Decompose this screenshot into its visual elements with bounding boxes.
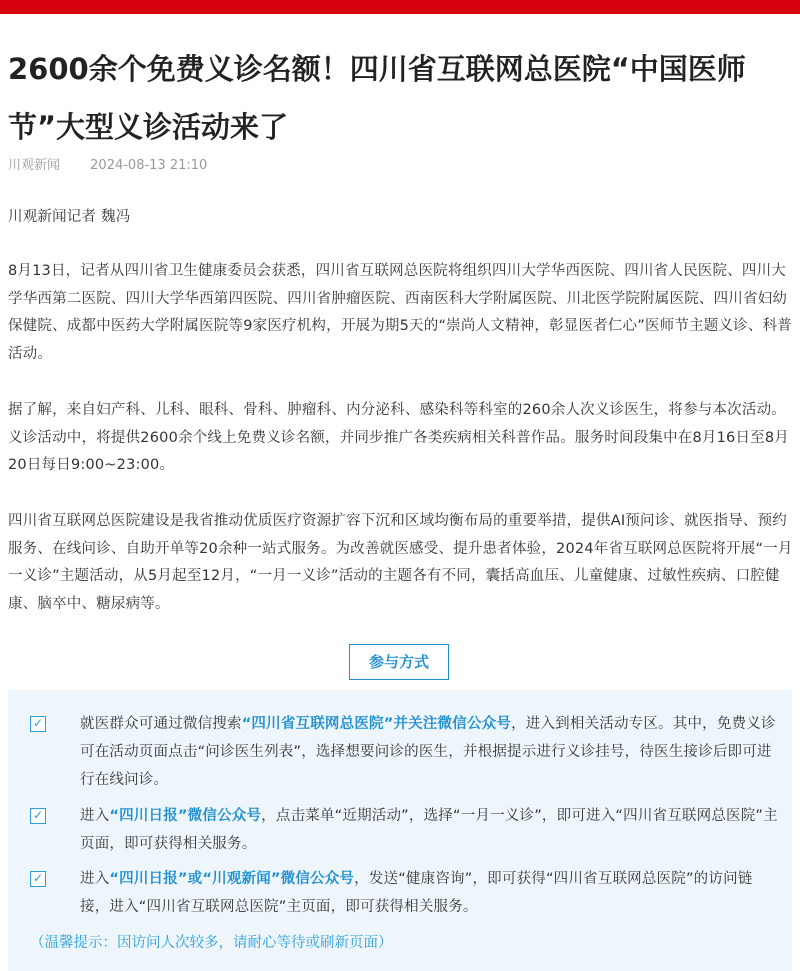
tip-text: （温馨提示：因访问人次较多，请耐心等待或刷新页面） <box>30 935 393 951</box>
article-paragraph: 四川省互联网总医院建设是我省推动优质医疗资源扩容下沉和区域均衡布局的重要举措，提供AI预问诊、就医指导、预约服务、在线问诊、自助开单等20余种一站式服务。为改善就医感受、提升患者体验，2024年省互联网总医院将开展“一月一义诊”主题活动，从5月起至12月，“一月一义诊”活动的主题各有不同，囊括高血压、儿童健康、过敏性疾病、口腔健康、脑卒中、糖尿病等。 <box>8 513 793 612</box>
article-paragraph: 据了解，来自妇产科、儿科、眼科、骨科、肿瘤科、内分泌科、感染科等科室的260余人次义诊医生，将参与本次活动。义诊活动中，将提供2600余个线上免费义诊名额，并同步推广各类疾病相关科普作品。服务时间段集中在8月16日至8月20日每日9:00~23:00。 <box>8 402 789 473</box>
checkbox-icon: ✓ <box>30 871 46 887</box>
item-text-after: ，进入到相关活动专区。其中，免费义诊可在活动页面点击“问诊医生列表”，选择想要问诊的医生，并根据提示进行义诊挂号，待医生接诊后即可进行在线问诊。 <box>80 716 776 788</box>
article-title: 2600余个免费义诊名额！四川省互联网总医院“中国医师节”大型义诊活动来了 <box>8 52 746 144</box>
article-paragraph: 8月13日，记者从四川省卫生健康委员会获悉，四川省互联网总医院将组织四川大学华西医院、四川省人民医院、四川大学华西第二医院、四川大学华西第四医院、四川省肿瘤医院、西南医科大学附属医院、川北医学院附属医院、四川省妇幼保健院、成都中医药大学附属医院等9家医疗机构，开展为期5天的“崇尚人文精神，彰显医者仁心”医师节主题义诊、科普活动。 <box>8 263 792 362</box>
item-text-highlight: “四川日报”微信公众号 <box>109 808 262 824</box>
article-datetime: 2024-08-13 21:10 <box>90 158 208 173</box>
article-byline: 川观新闻记者 魏冯 <box>8 209 131 225</box>
item-text-highlight: “四川省互联网总医院”并关注微信公众号 <box>241 716 512 732</box>
checkbox-icon: ✓ <box>30 808 46 824</box>
participation-item-text <box>80 710 780 794</box>
item-text-after: ，点击菜单“近期活动”，选择“一月一义诊”，即可进入“四川省互联网总医院”主页面，即可获得相关服务。 <box>80 808 778 852</box>
article-source[interactable]: 川观新闻 <box>8 158 61 173</box>
item-text-highlight: “四川日报”或“川观新闻”微信公众号 <box>109 871 355 887</box>
item-text-before: 进入 <box>80 871 110 887</box>
participation-section-title: 参与方式 <box>349 644 449 680</box>
participation-item-text <box>80 802 780 858</box>
participation-info-box <box>8 690 792 971</box>
item-text-before: 进入 <box>80 808 110 824</box>
top-accent-bar <box>0 0 800 14</box>
checkbox-icon: ✓ <box>30 716 46 732</box>
item-text-before: 就医群众可通过微信搜索 <box>80 716 242 732</box>
participation-item-text <box>80 865 780 921</box>
item-text-after: ，发送“健康咨询”，即可获得“四川省互联网总医院”的访问链接，进入“四川省互联网总医院”主页面，即可获得相关服务。 <box>80 871 753 915</box>
article-meta <box>8 156 207 176</box>
